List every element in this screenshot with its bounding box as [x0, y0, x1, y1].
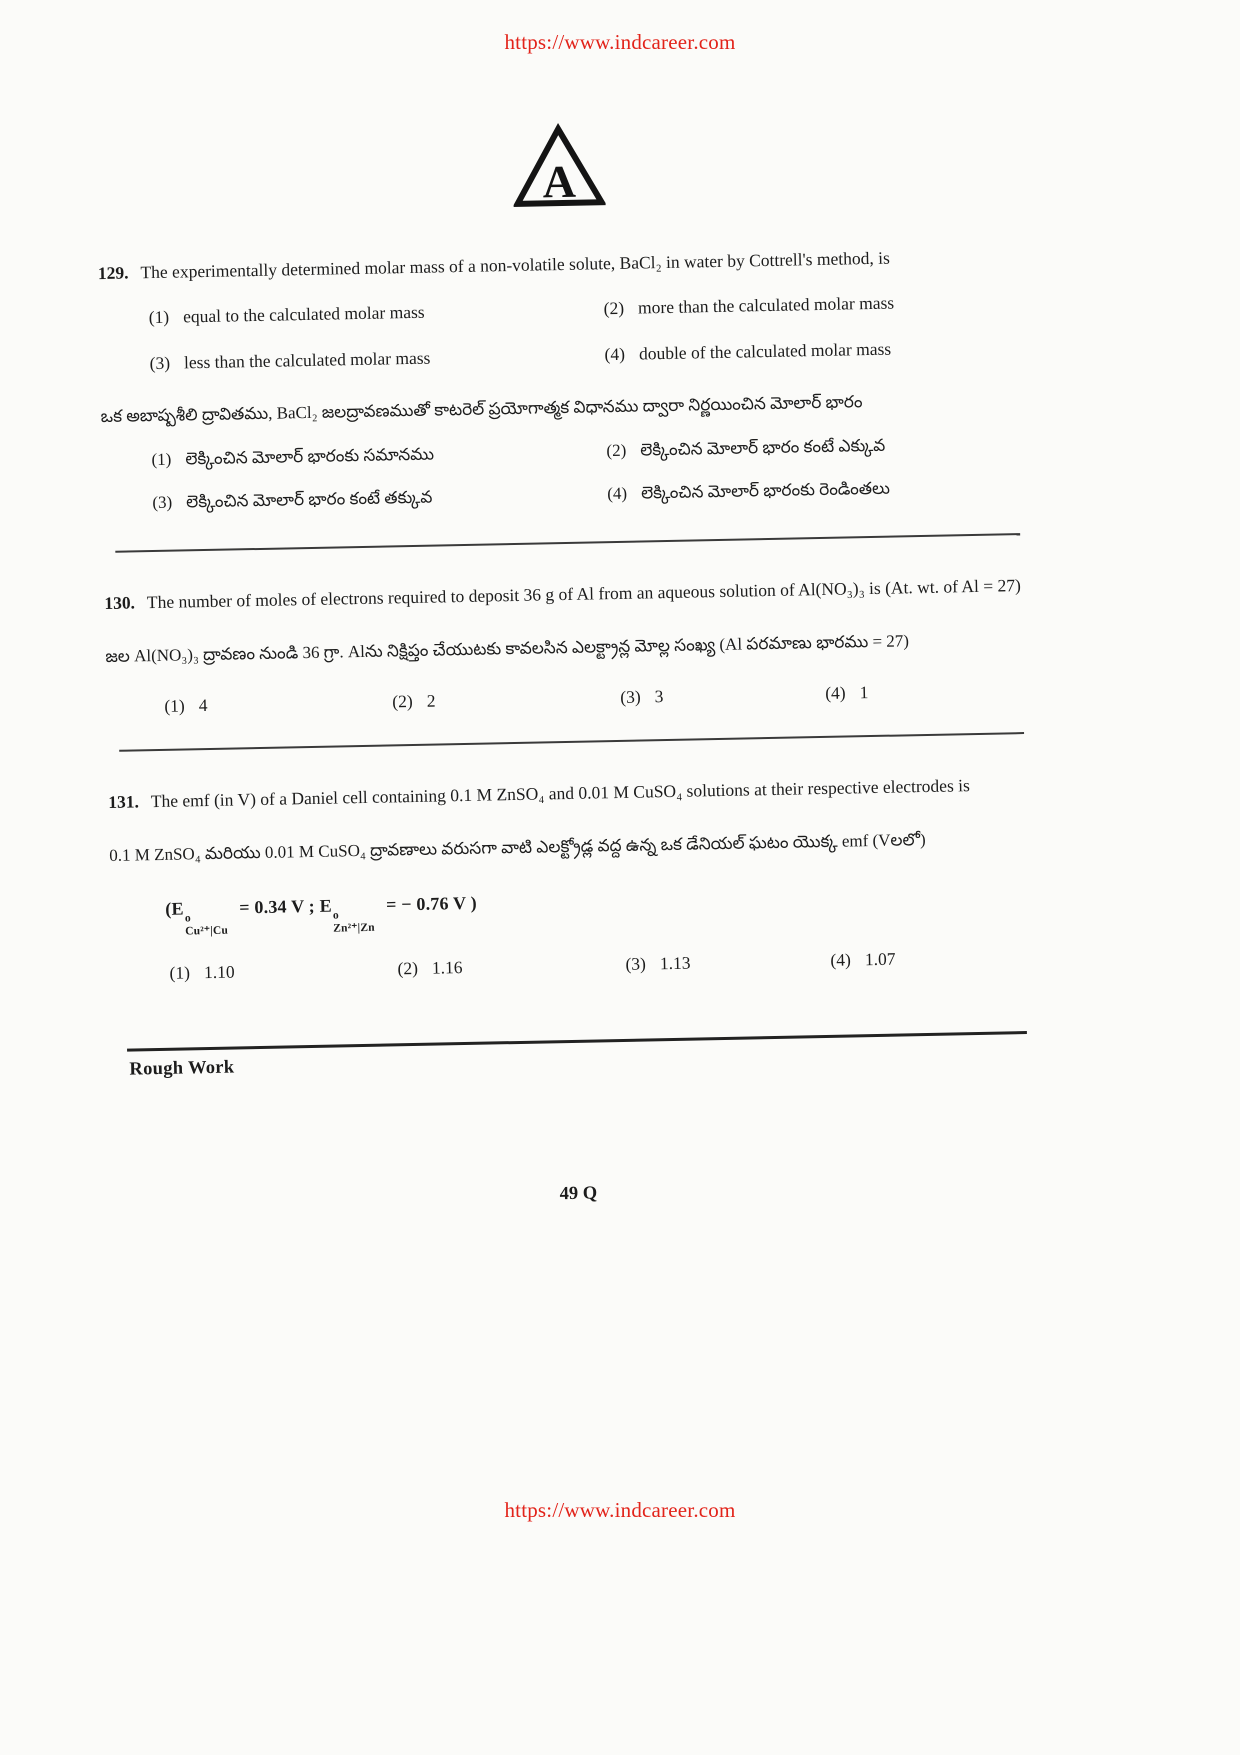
- option-3-te: [152, 480, 607, 518]
- option-text: 1: [859, 682, 869, 703]
- option-label: (1): [148, 306, 170, 328]
- option-2: [397, 954, 625, 979]
- footer-url-link[interactable]: https://www.indcareer.com: [504, 1498, 736, 1522]
- section-divider-1: [115, 533, 1020, 553]
- option-label: (4): [604, 343, 626, 365]
- e-symbol-zn: E: [319, 896, 333, 917]
- set-code-badge: [512, 122, 606, 215]
- footer-url: [0, 1498, 1240, 1523]
- question-number: 131.: [108, 791, 140, 813]
- option-1: [148, 294, 603, 333]
- option-label: (4): [607, 483, 628, 503]
- option-label: (2): [606, 440, 627, 461]
- question-130-head: [104, 569, 1029, 620]
- option-label: (2): [397, 958, 419, 979]
- question-131-options: [169, 946, 1036, 984]
- option-text: equal to the calculated molar mass: [182, 301, 425, 327]
- option-2-te: [606, 429, 1026, 466]
- option-text: 3: [654, 686, 664, 707]
- question-129-head: [98, 239, 1023, 290]
- option-4-te: [607, 472, 1027, 509]
- superscript-o: o: [184, 912, 192, 925]
- page-content: [95, 114, 1041, 1214]
- header-url: [0, 30, 1240, 55]
- question-129-options-telugu: [151, 429, 1027, 518]
- option-label: (1): [169, 962, 191, 984]
- option-3: [625, 950, 830, 975]
- option-1: [169, 959, 397, 984]
- page-number: 49 Q: [559, 1183, 598, 1205]
- triangle-icon: [512, 122, 606, 210]
- option-4: [830, 946, 1036, 971]
- option-label: (3): [620, 686, 641, 708]
- option-text: 1.16: [431, 957, 463, 978]
- electrode-potentials-formula: [165, 882, 1036, 939]
- e-cu-value: = 0.34 V ;: [239, 896, 316, 918]
- option-1-te: [151, 437, 606, 475]
- option-label: (3): [152, 492, 173, 512]
- question-text-en: The experimentally determined molar mass of a non-volatile solute, BaCl₂ in water by Cottrell's method, is: [140, 247, 890, 283]
- question-number: 129.: [97, 262, 129, 284]
- option-label: (4): [830, 949, 852, 971]
- option-text: లెక్కించిన మోలార్ భారం కంటే తక్కువ: [186, 487, 433, 512]
- option-text: లెక్కించిన మోలార్ భారం కంటే ఎక్కువ: [640, 435, 886, 460]
- option-label: (3): [149, 352, 171, 374]
- option-text: 1.10: [203, 961, 235, 983]
- option-text: less than the calculated molar mass: [183, 347, 431, 373]
- option-4: [825, 679, 1031, 704]
- option-label: (3): [625, 953, 647, 975]
- rough-work-label: Rough Work: [129, 1057, 235, 1080]
- question-text-telugu: 0.1 M ZnSO₄ మరియు 0.01 M CuSO₄ ద్రావణాలు వరుసగా వాటి ఎలక్ట్రోడ్ల వద్ద ఉన్న ఒక డేనియల్ ఘటం యొక్క emf (Vలలో): [109, 830, 926, 866]
- question-130-options: [164, 679, 1031, 717]
- e-zn-value: = − 0.76 V: [385, 893, 467, 916]
- option-label: (1): [164, 695, 185, 716]
- question-text-en: The number of moles of electrons required to deposit 36 g of Al from an aqueous solution of Al(NO₃)₃ is (At. wt. of Al = 27): [146, 574, 1022, 612]
- set-letter: A: [541, 155, 576, 208]
- subscript-zn: Zn²⁺|Zn: [333, 922, 375, 935]
- option-text: 1.13: [659, 952, 691, 974]
- option-label: (4): [825, 682, 846, 703]
- question-131-head: [108, 768, 1033, 819]
- formula-open-paren: (: [165, 899, 172, 920]
- question-text-en: The emf (in V) of a Daniel cell containing 0.1 M ZnSO₄ and 0.01 M CuSO₄ solutions at their respective electrodes is: [150, 775, 971, 812]
- question-text-telugu: జల Al(NO₃)₃ ద్రావణం నుండి 36 గ్రా. Alను నిక్షిప్తం చేయుటకు కావలసిన ఎలక్ట్రాన్ల మోల్ల సంఖ్య (Al పరమాణు భారము = 27): [105, 631, 910, 666]
- formula-close-paren: ): [470, 893, 478, 914]
- option-text: లెక్కించిన మోలార్ భారంకు రెండింతలు: [640, 478, 891, 503]
- option-label: (2): [603, 298, 625, 319]
- option-label: (1): [151, 449, 172, 469]
- option-2: [392, 687, 620, 712]
- subscript-cu: Cu²⁺|Cu: [185, 924, 229, 938]
- question-131: [108, 768, 1037, 985]
- option-2: [603, 286, 1024, 324]
- option-text: లెక్కించిన మోలార్ భారంకు సమానము: [185, 444, 435, 469]
- question-text-telugu: ఒక అబాష్పశీలి ద్రావితము, BaCl₂ జలద్రావణముతో కాటరెల్ ప్రయోగాత్మక విధానము ద్వారా నిర్ణయించిన మోలార్ భారం: [100, 391, 863, 426]
- superscript-o: o: [332, 909, 340, 923]
- option-text: 4: [198, 695, 208, 716]
- option-1: [164, 691, 392, 716]
- e-symbol-cu: E: [171, 898, 184, 920]
- option-text: 2: [426, 690, 436, 711]
- section-divider-2: [119, 732, 1024, 752]
- question-number: 130.: [104, 592, 136, 613]
- e-cu-supsub: [185, 912, 228, 939]
- option-4: [604, 332, 1025, 370]
- option-3: [620, 683, 825, 708]
- question-130: [104, 569, 1031, 718]
- option-label: (2): [392, 691, 413, 712]
- question-129: [98, 239, 1028, 519]
- option-text: more than the calculated molar mass: [637, 292, 895, 318]
- option-text: 1.07: [864, 948, 896, 970]
- e-zn-supsub: [333, 909, 375, 936]
- scanned-exam-page: [0, 104, 1240, 1216]
- question-129-options-en: [148, 286, 1024, 379]
- header-url-link[interactable]: https://www.indcareer.com: [504, 30, 736, 54]
- option-3: [149, 340, 604, 379]
- option-text: double of the calculated molar mass: [638, 338, 892, 364]
